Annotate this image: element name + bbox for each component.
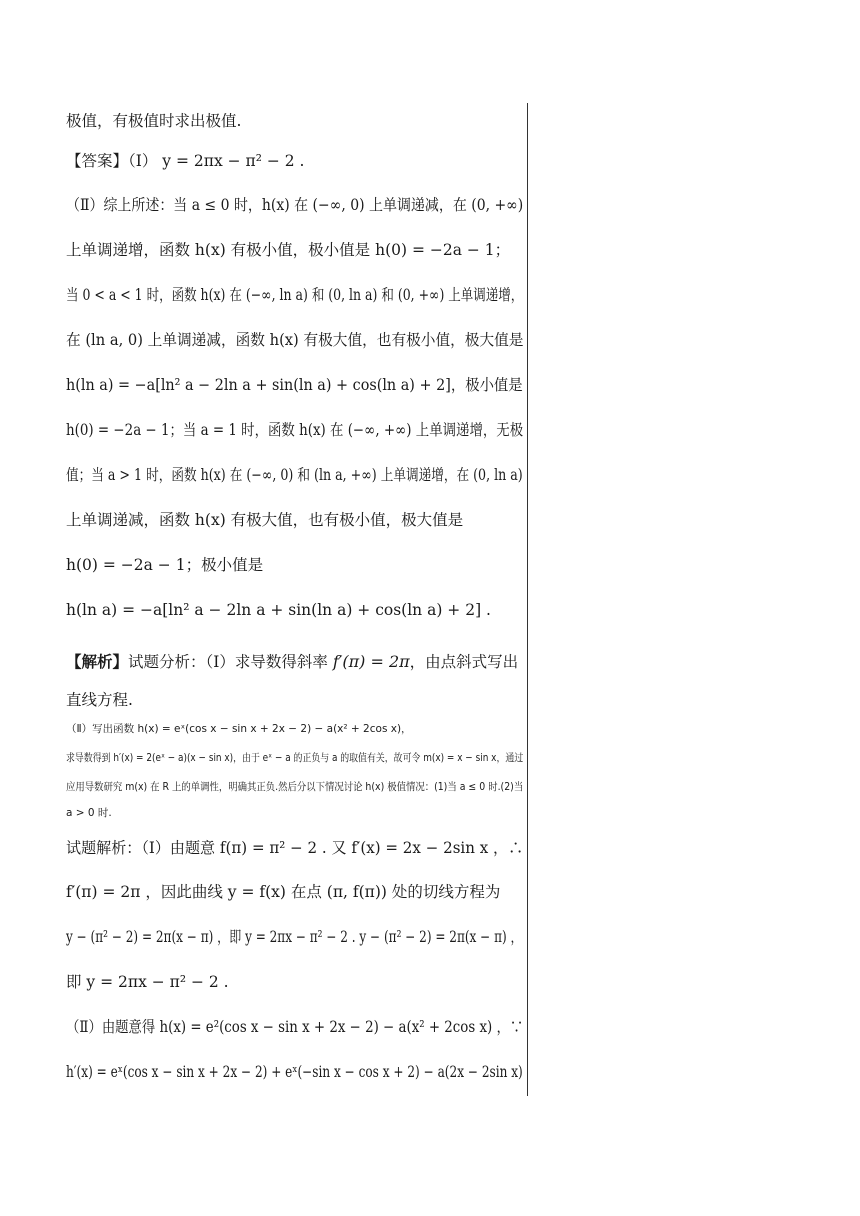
text-line: （Ⅱ）综上所述：当 a ≤ 0 时，h(x) 在 (−∞, 0) 上单调递减，在 (0, +∞): [66, 196, 524, 214]
small-text-line: a > 0 时.: [66, 807, 112, 819]
column-divider: [527, 103, 528, 1096]
small-text-line: 应用导数研究 m(x) 在 R 上的单调性，明确其正负.然后分以下情况讨论 h(x) 极值情况：(1)当 a ≤ 0 时.(2)当: [66, 781, 524, 793]
text-line: h(ln a) = −a[ln² a − 2ln a + sin(ln a) + cos(ln a) + 2] .: [66, 601, 491, 619]
text-line: 上单调递减，函数 h(x) 有极大值，也有极小值，极大值是: [66, 511, 464, 529]
solution-line: （Ⅱ）由题意得 h(x) = e²(cos x − sin x + 2x − 2) − a(x² + 2cos x) ，∵: [66, 1018, 524, 1036]
solution-line: 即 y = 2πx − π² − 2 .: [66, 973, 229, 991]
analysis-line: [66, 652, 518, 672]
solution-line: f′(π) = 2π ，因此曲线 y = f(x) 在点 (π, f(π)) 处的切线方程为: [66, 883, 501, 901]
small-text-line: 求导数得到 h′(x) = 2(eˣ − a)(x − sin x)，由于 eˣ − a 的正负与 a 的取值有关，故可令 m(x) = x − sin x，通过: [66, 752, 524, 764]
analysis-line-2: 直线方程.: [66, 691, 133, 709]
solution-line: h′(x) = eˣ(cos x − sin x + 2x − 2) + eˣ(−sin x − cos x + 2) − a(2x − 2sin x): [66, 1063, 523, 1081]
solution-line: y − (π² − 2) = 2π(x − π) ，即 y = 2πx − π² − 2 . y − (π² − 2) = 2π(x − π) ，: [66, 928, 523, 946]
text-line: 当 0 < a < 1 时，函数 h(x) 在 (−∞, ln a) 和 (0, ln a) 和 (0, +∞) 上单调递增，: [66, 286, 524, 304]
text-line: 上单调递增，函数 h(x) 有极小值，极小值是 h(0) = −2a − 1；: [66, 241, 511, 259]
solution-line: 试题解析：（Ⅰ）由题意 f(π) = π² − 2 . 又 f′(x) = 2x − 2sin x ，∴: [66, 839, 524, 857]
text-line: h(ln a) = −a[ln² a − 2ln a + sin(ln a) + cos(ln a) + 2]，极小值是: [66, 376, 523, 394]
small-text-line: （Ⅱ）写出函数 h(x) = eˣ(cos x − sin x + 2x − 2) − a(x² + 2cos x)，: [66, 723, 412, 735]
text-line: 值；当 a > 1 时，函数 h(x) 在 (−∞, 0) 和 (ln a, +∞) 上单调递增，在 (0, ln a): [66, 466, 523, 484]
analysis-text: 试题分析：（Ⅰ）求导数得斜率: [128, 653, 328, 671]
analysis-text-tail: ，由点斜式写出: [409, 653, 519, 671]
slope-formula: f′(π) = 2π: [332, 652, 410, 671]
answer-line: 【答案】（Ⅰ） y = 2πx − π² − 2 .: [66, 152, 305, 170]
text-line: 极值，有极值时求出极值.: [66, 112, 242, 130]
text-line: h(0) = −2a − 1；当 a = 1 时，函数 h(x) 在 (−∞, +∞) 上单调递增，无极: [66, 421, 524, 439]
analysis-label: 【解析】: [66, 652, 129, 671]
text-line: h(0) = −2a − 1；极小值是: [66, 556, 264, 574]
text-line: 在 (ln a, 0) 上单调递减，函数 h(x) 有极大值，也有极小值，极大值是: [66, 331, 524, 349]
